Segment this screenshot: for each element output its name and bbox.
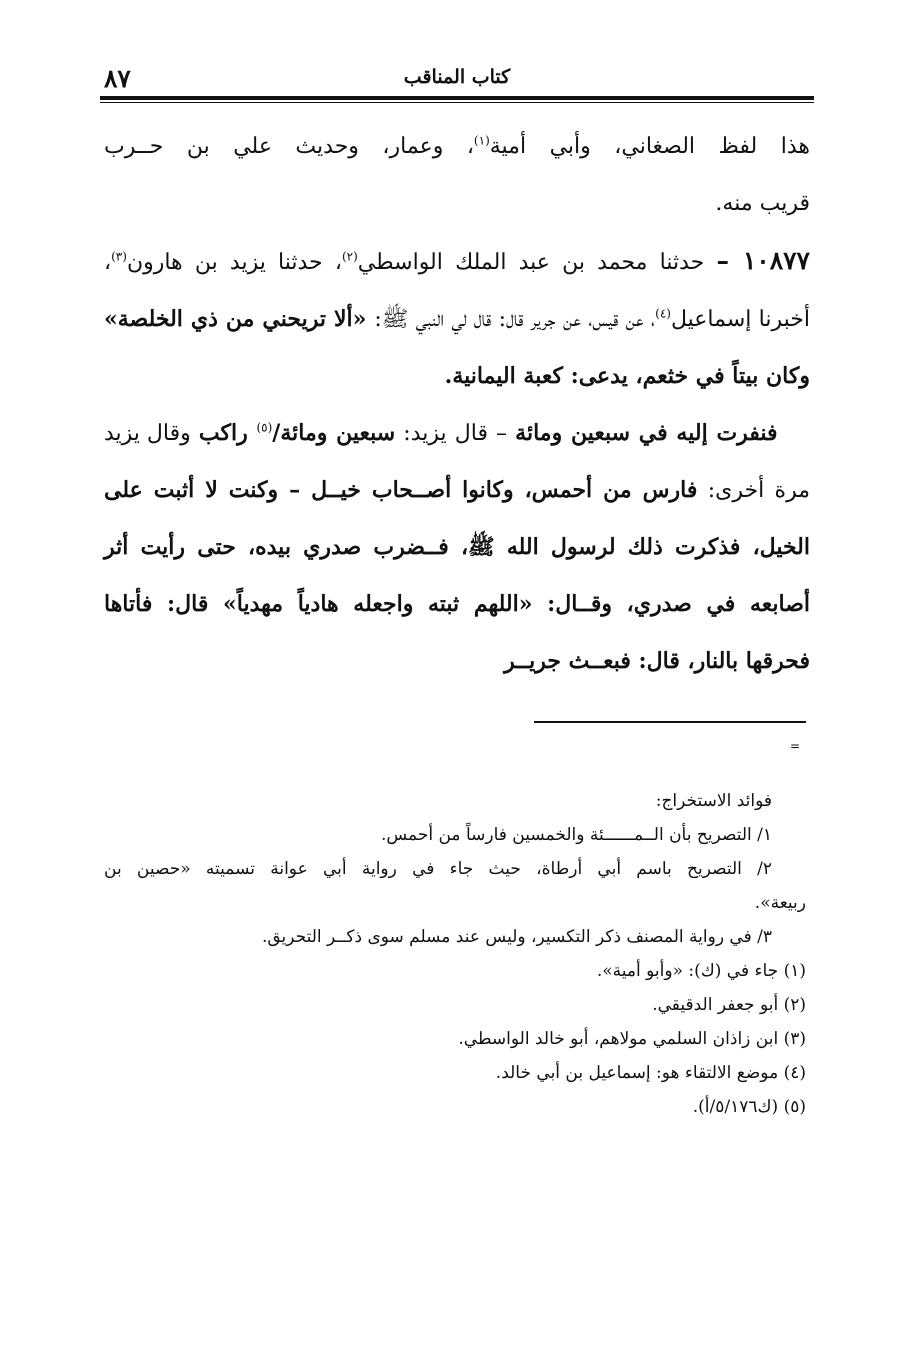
footnote-ref: (١) [473,133,490,148]
page-number: ٨٧ [104,64,131,93]
footnote-item: (٤) موضع الالتقاء هو: إسماعيل بن أبي خالد. [495,1063,806,1083]
footnote-item: (١) جاء في (ك): «وأبو أمية». [596,961,806,981]
hadith-continuation: فنفرت إليه في سبعين ومائة – قال يزيد: سبعين ومائة/$^{(٥)}$ راكب وقال يزيد مرة أخرى: فارس من أحمس، وكانوا أصــحاب خيــل – وكنت لا أثبت على الخيل، فذكرت ذلك لرسول الله ﷺ، فــضرب صدري بيده، حتى رأيت أثر أصابعه في صدري، وقــال: «اللهم ثبته واجعله هادياً مهدياً» قال: فأتاها فحرقها بالنار، قال: فبعــث جريــر [104,420,811,674]
footnote-item: (٣) ابن زاذان السلمي مولاهم، أبو خالد الواسطي. [458,1029,806,1049]
page-header [100,62,814,96]
hadith-paragraph: ١٠٨٧٧ – حدثنا محمد بن عبد الملك الواسطي$^{(٢)}$، حدثنا يزيد بن هارون$^{(٣)}$، أخبرنا إسماعيل$^{(٤)}$، عن قيس، عن جرير قال: قال لي النبي ﷺ: «ألا تريحني من ذي الخلصة» وكان بيتاً في خثعم، يدعى: كعبة اليمانية. [104,246,810,389]
main-text [104,118,810,690]
footnote-item: (٥) (ك٥/١٧٦/أ). [692,1097,806,1117]
footnote-ref: (٥) [256,420,273,435]
footnote-ref: (٢) [341,249,358,264]
paragraph-intro-end: قريب منه. [715,191,810,216]
hadith-number: ١٠٨٧٧ – [716,246,810,275]
benefit-item: ١/ التصريح بأن الــمــــــئة والخمسين فارساً من أحمس. [380,825,772,845]
running-title: كتاب المناقب [403,66,511,88]
benefit-item: ٣/ في رواية المصنف ذكر التكسير، وليس عند مسلم سوى ذكــر التحريق. [261,927,772,947]
header-rule-thin [100,102,814,103]
footnote-item: (٢) أبو جعفر الدقيقي. [652,995,806,1015]
footnote-continuation-mark: = [790,739,801,753]
footnotes [104,784,806,1124]
header-rule-thick [100,96,814,100]
footnote-separator [534,721,806,723]
paragraph-intro: هذا لفظ الصغاني، وأبي أمية$^{(١)}$، وعمار، وحديث علي بن حــرب [104,133,810,159]
footnote-ref: (٣) [111,249,127,264]
benefit-item: ٢/ التصريح باسم أبي أرطاة، حيث جاء في رواية أبي عوانة تسميته «حصين بن [104,859,772,879]
benefit-item-continuation: ربيعة». [754,893,806,913]
footnote-ref: (٤) [655,306,671,321]
benefits-title: فوائد الاستخراج: [655,791,772,811]
